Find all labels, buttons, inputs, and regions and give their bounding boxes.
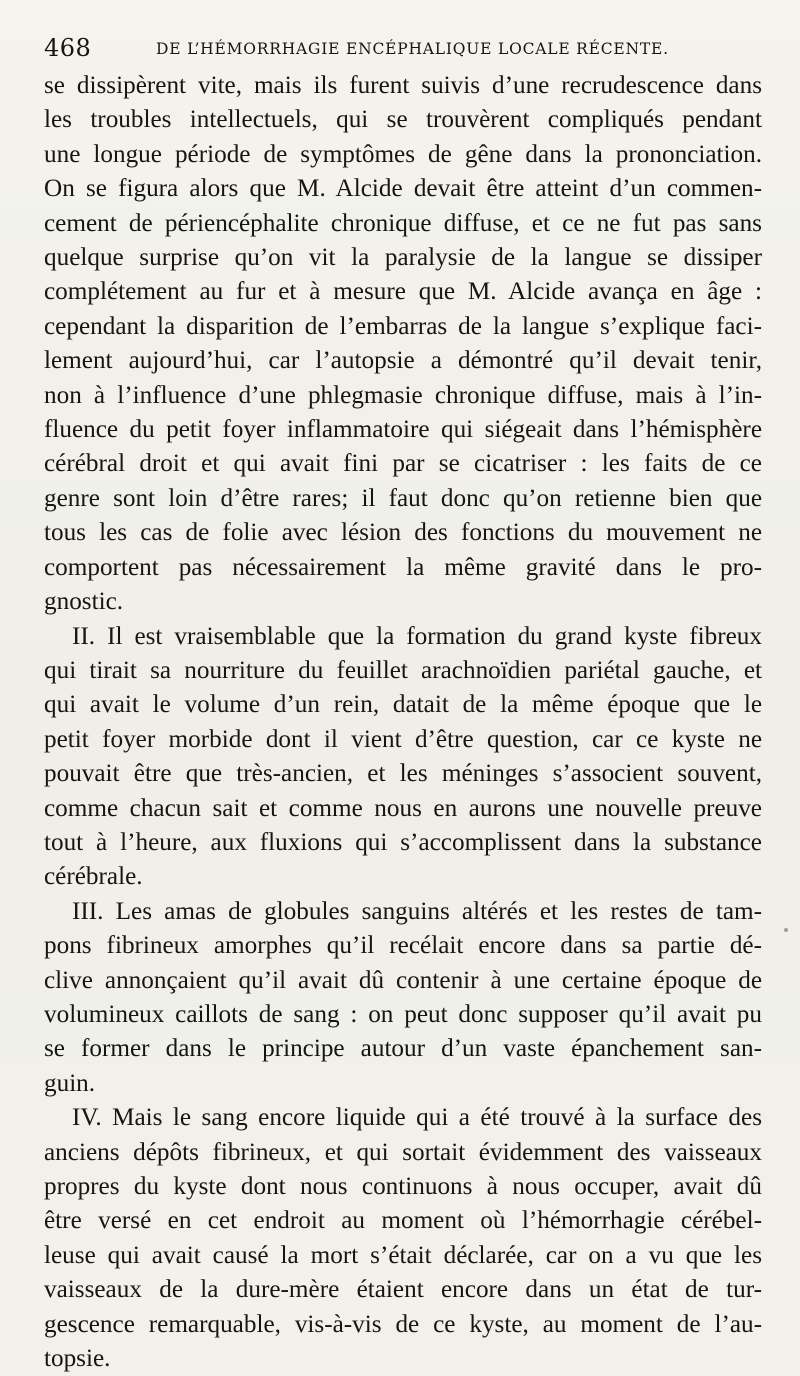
text-line: On se figura alors que M. Alcide devait être atteint d’un commen- (44, 175, 762, 203)
text-line: pons fibrineux amorphes qu’il recélait encore dans sa partie dé- (44, 932, 762, 960)
text-line: qui avait le volume d’un rein, datait de la même époque que le (44, 691, 762, 719)
text-line: cérébrale. (44, 863, 143, 891)
text-line: complétement au fur et à mesure que M. Alcide avança en âge : (44, 278, 762, 306)
ink-speck (784, 928, 788, 932)
running-head: DE L’HÉMORRHAGIE ENCÉPHALIQUE LOCALE RÉCENTE. (156, 40, 669, 58)
text-line: lement aujourd’hui, car l’autopsie a démontré qu’il devait tenir, (44, 347, 762, 375)
text-line: gnostic. (44, 588, 124, 616)
text-line: topsie. (44, 1345, 111, 1373)
text-line: qui tirait sa nourriture du feuillet arachnoïdien pariétal gauche, et (44, 656, 762, 684)
page-header (44, 34, 744, 64)
text-line: non à l’influence d’une phlegmasie chronique diffuse, mais à l’in- (44, 381, 762, 409)
text-line: leuse qui avait causé la mort s’était déclarée, car on a vu que les (44, 1241, 762, 1269)
text-line: être versé en cet endroit au moment où l’hémorrhagie cérébel- (44, 1207, 762, 1235)
text-line: pouvait être que très-ancien, et les méninges s’associent souvent, (44, 760, 762, 788)
body-text (44, 69, 762, 1376)
text-line: gescence remarquable, vis-à-vis de ce kyste, au moment de l’au- (44, 1310, 762, 1338)
page-number: 468 (44, 34, 92, 62)
text-line: cérébral droit et qui avait fini par se cicatriser : les faits de ce (44, 450, 762, 478)
paragraph-ii (44, 620, 762, 895)
paragraph-iii (44, 895, 762, 1101)
text-line: une longue période de symptômes de gêne dans la prononciation. (44, 140, 762, 168)
text-line: III. Les amas de globules sanguins altérés et les restes de tam- (72, 897, 762, 925)
text-line: vaisseaux de la dure-mère étaient encore dans un état de tur- (44, 1276, 762, 1304)
text-line: petit foyer morbide dont il vient d’être question, car ce kyste ne (44, 725, 762, 753)
text-line: fluence du petit foyer inflammatoire qui siégeait dans l’hémisphère (44, 416, 762, 444)
text-line: les troubles intellectuels, qui se trouvèrent compliqués pendant (44, 106, 762, 134)
text-line: comportent pas nécessairement la même gravité dans le pro- (44, 553, 762, 581)
text-line: guin. (44, 1069, 96, 1097)
text-line: se former dans le principe autour d’un vaste épanchement san- (44, 1035, 762, 1063)
text-line: clive annonçaient qu’il avait dû contenir à une certaine époque de (44, 966, 762, 994)
text-line: genre sont loin d’être rares; il faut donc qu’on retienne bien que (44, 484, 762, 512)
text-line: anciens dépôts fibrineux, et qui sortait évidemment des vaisseaux (44, 1138, 762, 1166)
paragraph-continuation (44, 69, 762, 620)
text-line: quelque surprise qu’on vit la paralysie de la langue se dissiper (44, 244, 762, 272)
text-line: se dissipèrent vite, mais ils furent suivis d’une recrudescence dans (44, 72, 762, 99)
text-line: tous les cas de folie avec lésion des fonctions du mouvement ne (44, 519, 762, 547)
text-line: propres du kyste dont nous continuons à nous occuper, avait dû (44, 1173, 762, 1200)
text-line: tout à l’heure, aux fluxions qui s’accomplissent dans la substance (44, 828, 762, 856)
text-line: comme chacun sait et comme nous en aurons une nouvelle preuve (44, 794, 762, 822)
text-line: IV. Mais le sang encore liquide qui a été trouvé à la surface des (72, 1104, 762, 1132)
text-line: cependant la disparition de l’embarras de la langue s’explique faci- (44, 312, 762, 340)
text-line: cement de périencéphalite chronique diffuse, et ce ne fut pas sans (44, 209, 762, 237)
text-line: volumineux caillots de sang : on peut donc supposer qu’il avait pu (44, 1000, 762, 1028)
text-line: II. Il est vraisemblable que la formation du grand kyste fibreux (72, 622, 762, 650)
paragraph-iv (44, 1101, 762, 1376)
